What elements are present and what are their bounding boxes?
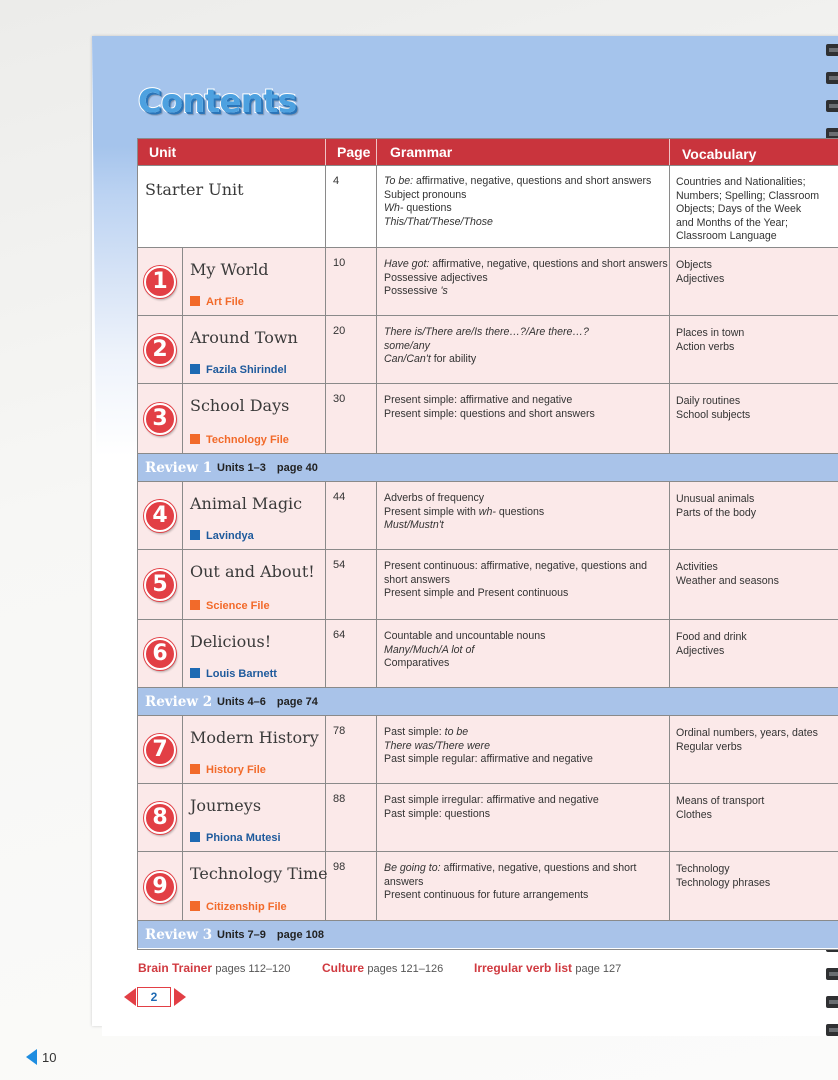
column-divider bbox=[376, 716, 377, 783]
content-line: Must/Mustn't bbox=[384, 519, 444, 532]
review-row[interactable] bbox=[138, 453, 838, 481]
vocabulary-cell bbox=[676, 863, 838, 890]
triangle-left-icon bbox=[26, 1049, 37, 1065]
footer-culture[interactable] bbox=[322, 961, 443, 975]
unit-feature-link[interactable] bbox=[190, 832, 281, 844]
content-line: Present simple and Present continuous bbox=[384, 587, 569, 600]
unit-row[interactable] bbox=[138, 783, 838, 851]
grammar-cell bbox=[384, 326, 669, 367]
column-divider bbox=[182, 852, 183, 920]
vocabulary-cell bbox=[676, 259, 838, 286]
unit-number-badge: 1 bbox=[144, 266, 176, 298]
vocabulary-cell bbox=[676, 395, 838, 422]
unit-name: Around Town bbox=[190, 328, 298, 347]
page-ref[interactable]: 30 bbox=[333, 393, 346, 405]
page-number-nav bbox=[124, 986, 186, 1008]
content-line: Activities bbox=[676, 561, 718, 573]
unit-row[interactable] bbox=[138, 715, 838, 783]
unit-number-badge: 7 bbox=[144, 734, 176, 766]
review-units-range: Units 7–9 bbox=[217, 929, 266, 941]
unit-feature-link[interactable] bbox=[190, 600, 270, 612]
review-units-range: Units 1–3 bbox=[217, 462, 266, 474]
square-bullet-icon bbox=[190, 600, 200, 610]
grammar-cell bbox=[384, 175, 669, 229]
review-page: page 74 bbox=[276, 696, 318, 708]
vocabulary-cell bbox=[676, 493, 838, 520]
square-bullet-icon bbox=[190, 832, 200, 842]
unit-name: Animal Magic bbox=[190, 494, 303, 513]
column-divider bbox=[669, 166, 670, 247]
column-divider bbox=[376, 482, 377, 549]
column-divider bbox=[376, 166, 377, 247]
square-bullet-icon bbox=[190, 530, 200, 540]
content-line: Present continuous for future arrangements bbox=[384, 889, 589, 902]
unit-name: My World bbox=[190, 260, 269, 279]
content-line: Past simple: to be bbox=[384, 726, 469, 738]
unit-number-badge: 4 bbox=[144, 500, 176, 532]
unit-name: Modern History bbox=[190, 728, 319, 747]
content-line: Countries and Nationalities; bbox=[676, 176, 806, 188]
column-divider bbox=[325, 316, 326, 383]
review-units bbox=[217, 462, 318, 474]
content-line: and Months of the Year; bbox=[676, 216, 788, 229]
unit-name: Delicious! bbox=[190, 632, 272, 651]
content-line: Regular verbs bbox=[676, 740, 742, 753]
review-label: Review 2 bbox=[145, 694, 213, 710]
content-line: There is/There are/Is there…?/Are there…? bbox=[384, 326, 589, 338]
column-divider bbox=[669, 248, 670, 315]
starter-unit-row[interactable] bbox=[138, 165, 838, 247]
vocabulary-cell bbox=[676, 727, 838, 754]
unit-number-badge: 2 bbox=[144, 334, 176, 366]
content-line: Past simple regular: affirmative and negative bbox=[384, 753, 593, 766]
column-divider bbox=[325, 166, 326, 247]
unit-name: School Days bbox=[190, 396, 290, 415]
unit-row[interactable] bbox=[138, 383, 838, 453]
column-divider bbox=[376, 852, 377, 920]
unit-row[interactable] bbox=[138, 481, 838, 549]
unit-feature-link[interactable] bbox=[190, 764, 266, 776]
spiral-coil bbox=[826, 72, 838, 84]
content-line: Present simple with wh- questions bbox=[384, 505, 545, 518]
unit-feature-label: Phiona Mutesi bbox=[206, 832, 281, 844]
next-arrow-icon[interactable] bbox=[174, 988, 186, 1006]
unit-feature-label: Science File bbox=[206, 600, 270, 612]
column-divider bbox=[376, 316, 377, 383]
page-ref[interactable]: 44 bbox=[333, 491, 346, 503]
page-ref[interactable]: 78 bbox=[333, 725, 346, 737]
content-line: Possessive 's bbox=[384, 285, 448, 298]
culture-label: Culture bbox=[322, 961, 364, 975]
brain-trainer-label: Brain Trainer bbox=[138, 961, 213, 975]
spiral-coil bbox=[826, 100, 838, 112]
column-divider bbox=[182, 716, 183, 783]
contents-table bbox=[137, 138, 838, 950]
square-bullet-icon bbox=[190, 364, 200, 374]
header-grammar: Grammar bbox=[390, 144, 453, 160]
content-line: Countable and uncountable nouns bbox=[384, 630, 546, 642]
unit-feature-link[interactable] bbox=[190, 364, 287, 376]
content-line: Be going to: affirmative, negative, questions and short answers bbox=[384, 862, 637, 888]
column-divider bbox=[669, 852, 670, 920]
content-line: Daily routines bbox=[676, 395, 741, 407]
unit-number-badge: 9 bbox=[144, 871, 176, 903]
content-line: Can/Can't for ability bbox=[384, 353, 477, 366]
spiral-coil bbox=[826, 44, 838, 56]
spiral-coil bbox=[826, 1024, 838, 1036]
spiral-coil bbox=[826, 968, 838, 980]
unit-name: Out and About! bbox=[190, 562, 315, 581]
unit-name: Starter Unit bbox=[145, 180, 244, 199]
column-divider bbox=[325, 550, 326, 619]
content-line: Classroom Language bbox=[676, 230, 777, 243]
column-divider bbox=[376, 384, 377, 453]
column-divider bbox=[376, 620, 377, 687]
content-line: Adjectives bbox=[676, 272, 725, 285]
review-units bbox=[217, 696, 318, 708]
content-line: Comparatives bbox=[384, 657, 450, 670]
unit-row[interactable] bbox=[138, 315, 838, 383]
page-ref[interactable]: 98 bbox=[333, 861, 346, 873]
unit-feature-label: Lavindya bbox=[206, 530, 254, 542]
content-line: Clothes bbox=[676, 808, 712, 821]
column-divider bbox=[376, 784, 377, 851]
content-line: Ordinal numbers, years, dates bbox=[676, 727, 818, 739]
square-bullet-icon bbox=[190, 901, 200, 911]
content-line: Unusual animals bbox=[676, 493, 755, 505]
content-line: Many/Much/A lot of bbox=[384, 643, 475, 656]
content-line: some/any bbox=[384, 339, 430, 352]
header-page: Page bbox=[337, 144, 371, 160]
review-label: Review 3 bbox=[145, 927, 213, 943]
content-line: Past simple irregular: affirmative and negative bbox=[384, 794, 599, 806]
outer-page-number-text: 10 bbox=[42, 1050, 57, 1065]
content-line: Adverbs of frequency bbox=[384, 492, 485, 504]
header-vocabulary: Vocabulary bbox=[682, 146, 757, 162]
column-divider bbox=[376, 550, 377, 619]
unit-number-badge: 3 bbox=[144, 403, 176, 435]
unit-number-badge: 8 bbox=[144, 802, 176, 834]
vocabulary-cell bbox=[676, 795, 838, 822]
column-divider bbox=[325, 852, 326, 920]
unit-number-badge: 5 bbox=[144, 569, 176, 601]
column-divider bbox=[182, 316, 183, 383]
grammar-cell bbox=[384, 258, 669, 299]
column-divider bbox=[325, 384, 326, 453]
content-line: Present continuous: affirmative, negative, questions and short answers bbox=[384, 560, 648, 586]
unit-feature-label: Citizenship File bbox=[206, 901, 287, 913]
content-line: There was/There were bbox=[384, 739, 490, 752]
column-divider bbox=[182, 248, 183, 315]
square-bullet-icon bbox=[190, 668, 200, 678]
page-title: Contents bbox=[138, 82, 297, 120]
content-line: Parts of the body bbox=[676, 506, 757, 519]
content-line: Have got: affirmative, negative, questions and short answers bbox=[384, 258, 668, 270]
unit-feature-link[interactable] bbox=[190, 296, 244, 308]
unit-name: Journeys bbox=[190, 796, 262, 815]
content-line: Places in town bbox=[676, 327, 745, 339]
column-divider bbox=[669, 550, 670, 619]
content-line: Action verbs bbox=[676, 340, 735, 353]
vocabulary-cell bbox=[676, 561, 838, 588]
vocabulary-cell bbox=[676, 327, 838, 354]
footer-brain-trainer[interactable] bbox=[138, 961, 290, 975]
unit-row[interactable] bbox=[138, 549, 838, 619]
column-divider bbox=[182, 384, 183, 453]
unit-feature-label: Technology File bbox=[206, 434, 289, 446]
culture-pages: pages 121–126 bbox=[367, 963, 444, 975]
content-line: Wh- questions bbox=[384, 202, 452, 215]
review-units bbox=[217, 929, 324, 941]
unit-row[interactable] bbox=[138, 247, 838, 315]
unit-feature-link[interactable] bbox=[190, 901, 287, 913]
content-line: Possessive adjectives bbox=[384, 271, 488, 284]
vocabulary-cell bbox=[676, 176, 838, 244]
page-number: 2 bbox=[137, 987, 171, 1007]
spiral-coil bbox=[826, 996, 838, 1008]
column-divider bbox=[182, 550, 183, 619]
content-line: Technology phrases bbox=[676, 876, 771, 889]
grammar-cell bbox=[384, 560, 669, 601]
grammar-cell bbox=[384, 862, 669, 903]
unit-feature-label: History File bbox=[206, 764, 266, 776]
column-divider bbox=[669, 716, 670, 783]
grammar-cell bbox=[384, 794, 669, 821]
brain-trainer-pages: pages 112–120 bbox=[215, 963, 291, 975]
unit-number-badge: 6 bbox=[144, 638, 176, 670]
content-line: To be: affirmative, negative, questions and short answers bbox=[384, 175, 652, 187]
content-line: This/That/These/Those bbox=[384, 215, 493, 228]
unit-feature-link[interactable] bbox=[190, 434, 289, 446]
content-line: Food and drink bbox=[676, 631, 747, 643]
square-bullet-icon bbox=[190, 296, 200, 306]
content-line: School subjects bbox=[676, 408, 751, 421]
content-line: Subject pronouns bbox=[384, 188, 467, 201]
unit-feature-link[interactable] bbox=[190, 668, 277, 680]
unit-feature-label: Louis Barnett bbox=[206, 668, 277, 680]
page-ref[interactable]: 88 bbox=[333, 793, 346, 805]
column-divider bbox=[182, 482, 183, 549]
review-label: Review 1 bbox=[145, 460, 213, 476]
unit-feature-label: Fazila Shirindel bbox=[206, 364, 287, 376]
vocabulary-cell bbox=[676, 631, 838, 658]
column-divider bbox=[182, 620, 183, 687]
grammar-cell bbox=[384, 726, 669, 767]
content-line: Past simple: questions bbox=[384, 807, 490, 820]
column-divider bbox=[325, 784, 326, 851]
column-divider bbox=[182, 784, 183, 851]
content-line: Means of transport bbox=[676, 795, 765, 807]
content-line: Weather and seasons bbox=[676, 574, 779, 587]
column-divider bbox=[669, 784, 670, 851]
page-ref[interactable]: 64 bbox=[333, 629, 346, 641]
unit-row[interactable] bbox=[138, 619, 838, 687]
table-header bbox=[138, 139, 838, 165]
content-line: Present simple: affirmative and negative bbox=[384, 394, 573, 406]
column-divider bbox=[669, 620, 670, 687]
review-row[interactable] bbox=[138, 920, 838, 948]
content-line: Adjectives bbox=[676, 644, 725, 657]
irregular-verb-pages: page 127 bbox=[575, 963, 622, 975]
unit-feature-label: Art File bbox=[206, 296, 244, 308]
column-divider bbox=[669, 384, 670, 453]
column-divider bbox=[669, 316, 670, 383]
content-line: Objects bbox=[676, 259, 712, 271]
prev-arrow-icon[interactable] bbox=[124, 988, 136, 1006]
review-row[interactable] bbox=[138, 687, 838, 715]
review-page: page 40 bbox=[276, 462, 318, 474]
page-ref[interactable]: 4 bbox=[333, 175, 340, 187]
square-bullet-icon bbox=[190, 764, 200, 774]
column-divider bbox=[376, 248, 377, 315]
page-ref[interactable]: 54 bbox=[333, 559, 346, 571]
column-divider bbox=[325, 620, 326, 687]
column-divider bbox=[325, 716, 326, 783]
unit-name: Technology Time bbox=[190, 864, 328, 883]
grammar-cell bbox=[384, 630, 669, 671]
content-line: Numbers; Spelling; Classroom bbox=[676, 189, 820, 202]
page-ref[interactable]: 20 bbox=[333, 325, 346, 337]
content-line: Present simple: questions and short answers bbox=[384, 407, 595, 420]
grammar-cell bbox=[384, 492, 669, 533]
unit-row[interactable] bbox=[138, 851, 838, 920]
review-units-range: Units 4–6 bbox=[217, 696, 266, 708]
square-bullet-icon bbox=[190, 434, 200, 444]
outer-page-number bbox=[26, 1049, 56, 1065]
column-divider bbox=[669, 482, 670, 549]
grammar-cell bbox=[384, 394, 669, 421]
footer-irregular-verbs[interactable] bbox=[474, 961, 621, 975]
page-ref[interactable]: 10 bbox=[333, 257, 346, 269]
review-page: page 108 bbox=[276, 929, 325, 941]
header-unit: Unit bbox=[149, 144, 177, 160]
unit-feature-link[interactable] bbox=[190, 530, 254, 542]
content-line: Objects; Days of the Week bbox=[676, 203, 802, 216]
column-divider bbox=[325, 482, 326, 549]
content-line: Technology bbox=[676, 863, 730, 875]
column-divider bbox=[325, 248, 326, 315]
irregular-verb-label: Irregular verb list bbox=[474, 961, 573, 975]
